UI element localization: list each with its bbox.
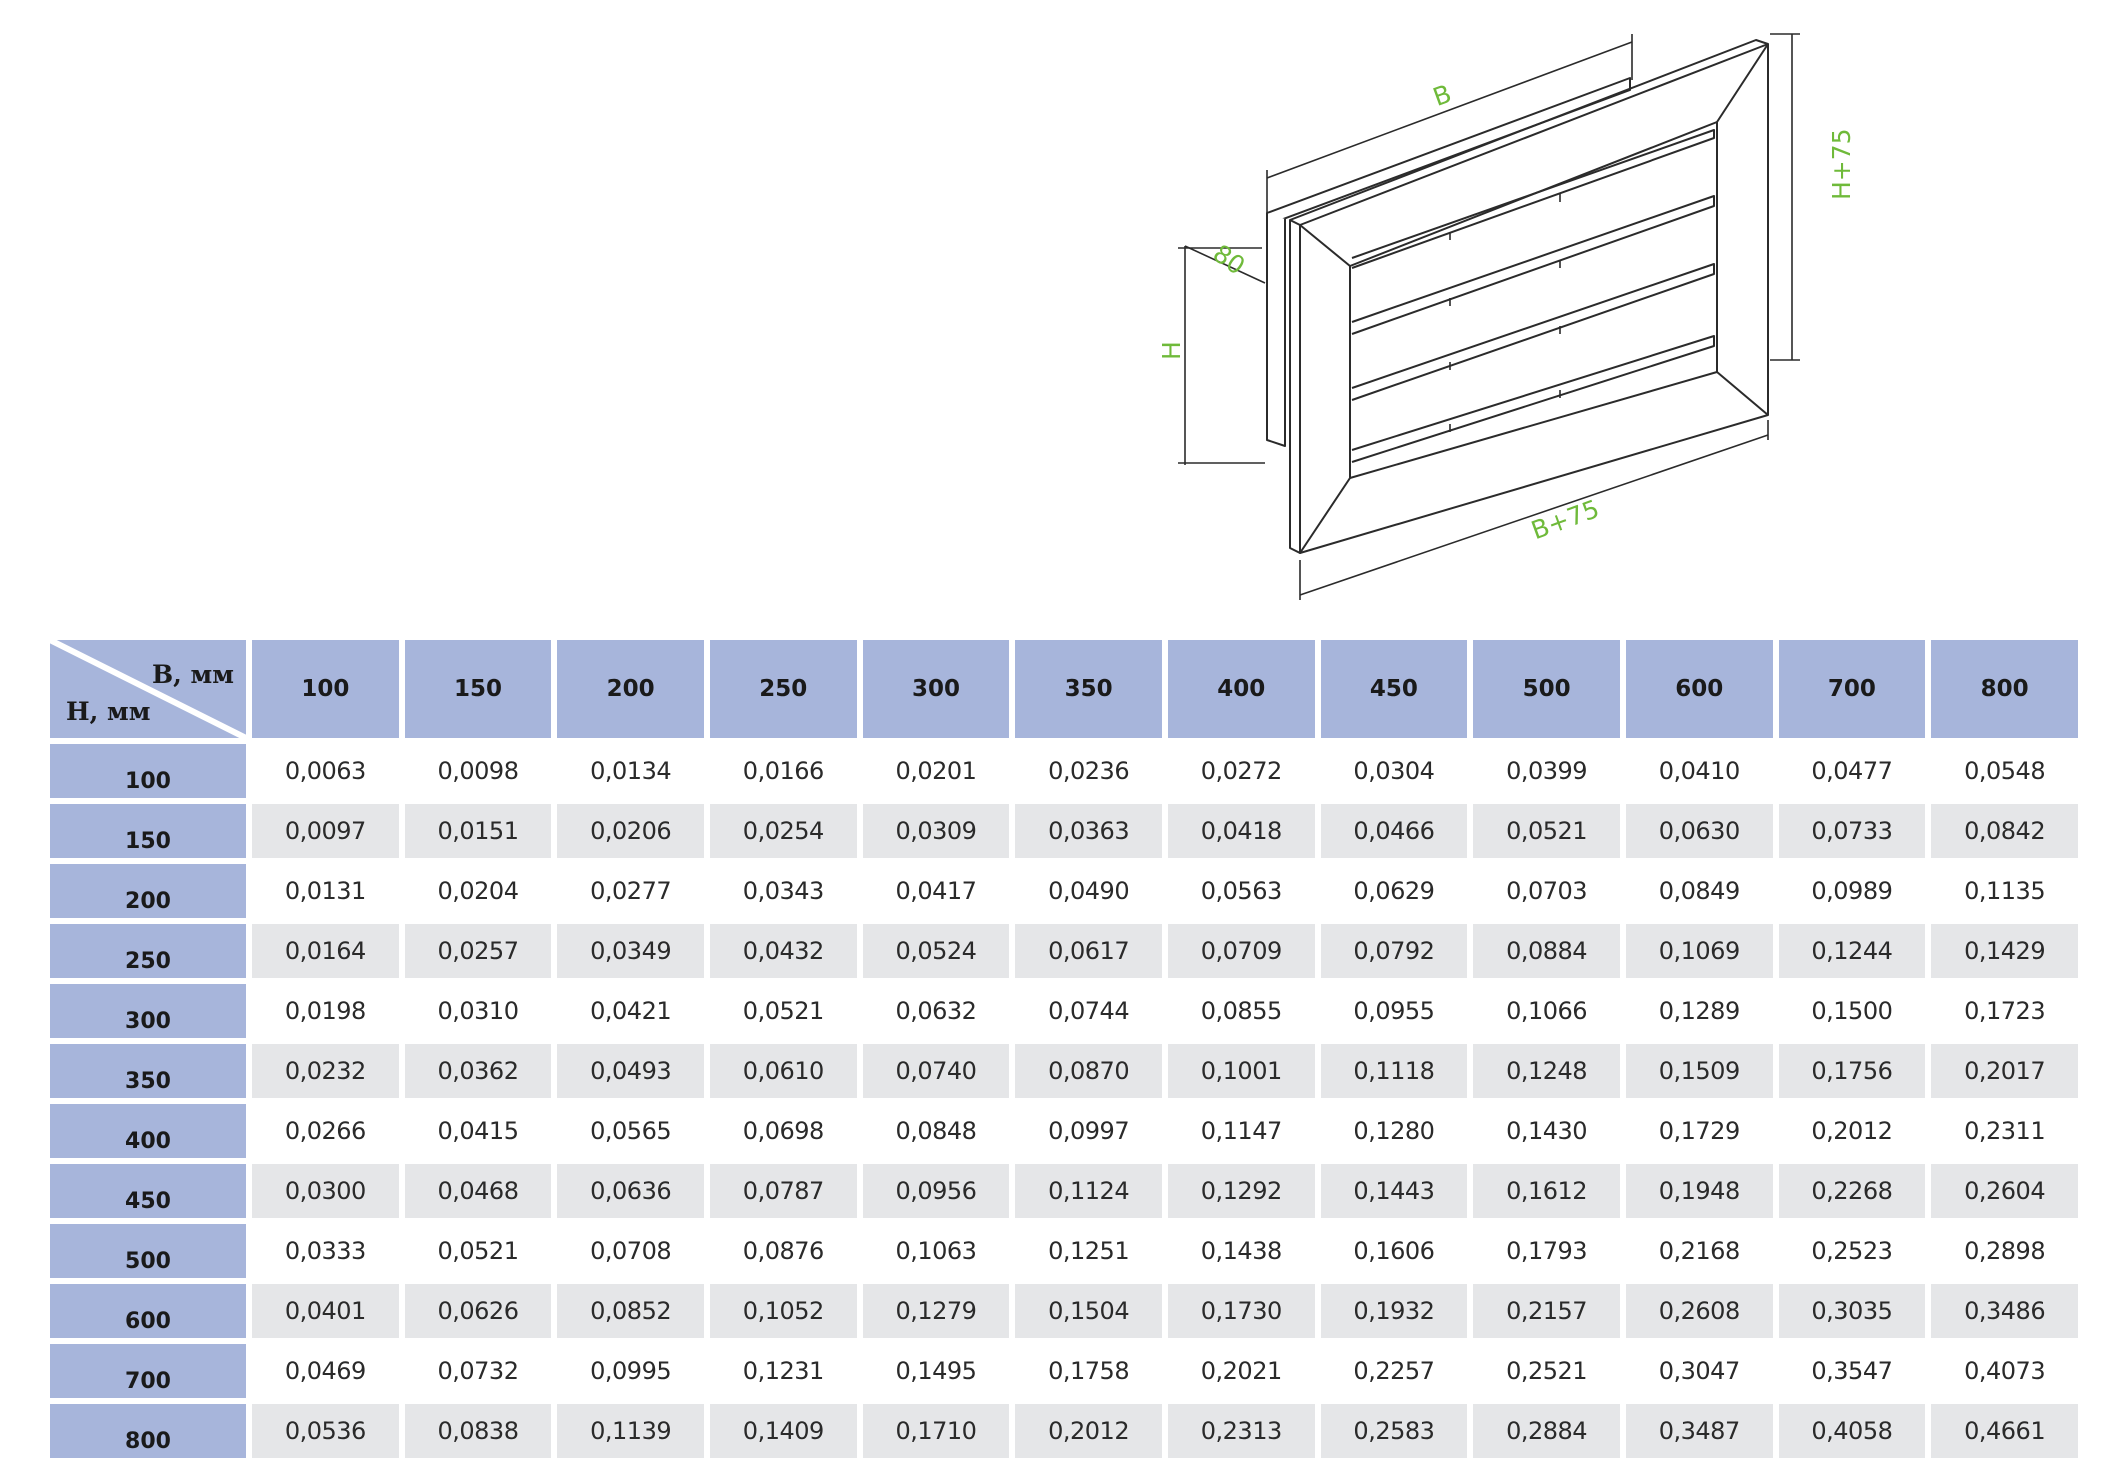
row-header: 500 [50, 1224, 246, 1278]
table-cell: 0,4661 [1931, 1404, 2078, 1458]
table-cell: 0,0956 [863, 1164, 1010, 1218]
table-cell: 0,0401 [252, 1284, 399, 1338]
row-header: 700 [50, 1344, 246, 1398]
column-header: 500 [1473, 640, 1620, 738]
table-cell: 0,0198 [252, 984, 399, 1038]
table-cell: 0,0848 [863, 1104, 1010, 1158]
table-cell: 0,0636 [557, 1164, 704, 1218]
table-cell: 0,2311 [1931, 1104, 2078, 1158]
table-cell: 0,1606 [1321, 1224, 1468, 1278]
table-cell: 0,1504 [1015, 1284, 1162, 1338]
table-cell: 0,2608 [1626, 1284, 1773, 1338]
table-cell: 0,1443 [1321, 1164, 1468, 1218]
table-cell: 0,0493 [557, 1044, 704, 1098]
table-cell: 0,0097 [252, 804, 399, 858]
table-cell: 0,0709 [1168, 924, 1315, 978]
table-cell: 0,0703 [1473, 864, 1620, 918]
table-cell: 0,0955 [1321, 984, 1468, 1038]
table-row [50, 1404, 2078, 1458]
dimension-h-plus-label: H+75 [1827, 128, 1856, 200]
column-header: 600 [1626, 640, 1773, 738]
table-cell: 0,3047 [1626, 1344, 1773, 1398]
table-row [50, 1044, 2078, 1098]
table-cell: 0,3547 [1779, 1344, 1926, 1398]
row-header: 300 [50, 984, 246, 1038]
table-cell: 0,0468 [405, 1164, 552, 1218]
table-cell: 0,1730 [1168, 1284, 1315, 1338]
table-cell: 0,0410 [1626, 744, 1773, 798]
table-cell: 0,2884 [1473, 1404, 1620, 1458]
dimension-b-plus-label: B+75 [1527, 494, 1603, 546]
column-header: 400 [1168, 640, 1315, 738]
table-cell: 0,0151 [405, 804, 552, 858]
table-cell: 0,0626 [405, 1284, 552, 1338]
table-cell: 0,0617 [1015, 924, 1162, 978]
table-row [50, 1344, 2078, 1398]
table-cell: 0,3035 [1779, 1284, 1926, 1338]
table-cell: 0,1248 [1473, 1044, 1620, 1098]
table-cell: 0,0417 [863, 864, 1010, 918]
table-cell: 0,1509 [1626, 1044, 1773, 1098]
table-cell: 0,2313 [1168, 1404, 1315, 1458]
row-header: 200 [50, 864, 246, 918]
table-cell: 0,0708 [557, 1224, 704, 1278]
table-row [50, 864, 2078, 918]
column-header: 800 [1931, 640, 2078, 738]
table-cell: 0,3486 [1931, 1284, 2078, 1338]
table-cell: 0,1409 [710, 1404, 857, 1458]
table-cell: 0,1729 [1626, 1104, 1773, 1158]
table-cell: 0,1932 [1321, 1284, 1468, 1338]
table-cell: 0,1052 [710, 1284, 857, 1338]
column-header: 700 [1779, 640, 1926, 738]
table-cell: 0,0521 [405, 1224, 552, 1278]
table-cell: 0,1495 [863, 1344, 1010, 1398]
table-cell: 0,0630 [1626, 804, 1773, 858]
table-cell: 0,0842 [1931, 804, 2078, 858]
table-cell: 0,0421 [557, 984, 704, 1038]
table-cell: 0,2021 [1168, 1344, 1315, 1398]
row-header: 800 [50, 1404, 246, 1458]
table-cell: 0,1118 [1321, 1044, 1468, 1098]
table-cell: 0,0098 [405, 744, 552, 798]
area-table [44, 634, 2084, 1464]
table-row [50, 1224, 2078, 1278]
table-cell: 0,1135 [1931, 864, 2078, 918]
table-cell: 0,0632 [863, 984, 1010, 1038]
table-cell: 0,1430 [1473, 1104, 1620, 1158]
table-cell: 0,0310 [405, 984, 552, 1038]
table-cell: 0,1438 [1168, 1224, 1315, 1278]
table-cell: 0,0629 [1321, 864, 1468, 918]
table-cell: 0,1001 [1168, 1044, 1315, 1098]
table-row [50, 1284, 2078, 1338]
table-cell: 0,0134 [557, 744, 704, 798]
table-cell: 0,0732 [405, 1344, 552, 1398]
table-row [50, 744, 2078, 798]
row-header: 450 [50, 1164, 246, 1218]
table-cell: 0,1063 [863, 1224, 1010, 1278]
table-cell: 0,1066 [1473, 984, 1620, 1038]
table-cell: 0,0236 [1015, 744, 1162, 798]
table-cell: 0,0989 [1779, 864, 1926, 918]
table-cell: 0,0362 [405, 1044, 552, 1098]
table-cell: 0,0333 [252, 1224, 399, 1278]
table-cell: 0,0166 [710, 744, 857, 798]
table-cell: 0,2012 [1779, 1104, 1926, 1158]
table-row [50, 1164, 2078, 1218]
table-corner [50, 640, 246, 738]
table-cell: 0,0740 [863, 1044, 1010, 1098]
table-cell: 0,0548 [1931, 744, 2078, 798]
table-cell: 0,1292 [1168, 1164, 1315, 1218]
dimension-b-label: B [1429, 78, 1456, 113]
table-cell: 0,0343 [710, 864, 857, 918]
table-cell: 0,0870 [1015, 1044, 1162, 1098]
column-header: 150 [405, 640, 552, 738]
table-cell: 0,0997 [1015, 1104, 1162, 1158]
table-cell: 0,2604 [1931, 1164, 2078, 1218]
table-cell: 0,1289 [1626, 984, 1773, 1038]
table-cell: 0,2257 [1321, 1344, 1468, 1398]
table-cell: 0,0272 [1168, 744, 1315, 798]
column-header: 200 [557, 640, 704, 738]
table-row [50, 1104, 2078, 1158]
table-cell: 0,4073 [1931, 1344, 2078, 1398]
table-cell: 0,0204 [405, 864, 552, 918]
table-cell: 0,1280 [1321, 1104, 1468, 1158]
row-header: 100 [50, 744, 246, 798]
table-cell: 0,0698 [710, 1104, 857, 1158]
table-cell: 0,2168 [1626, 1224, 1773, 1278]
column-header: 450 [1321, 640, 1468, 738]
table-cell: 0,0884 [1473, 924, 1620, 978]
table-cell: 0,0744 [1015, 984, 1162, 1038]
row-header: 400 [50, 1104, 246, 1158]
table-cell: 0,0838 [405, 1404, 552, 1458]
table-cell: 0,0610 [710, 1044, 857, 1098]
table-cell: 0,0466 [1321, 804, 1468, 858]
table-cell: 0,1124 [1015, 1164, 1162, 1218]
table-cell: 0,2012 [1015, 1404, 1162, 1458]
table-cell: 0,0524 [863, 924, 1010, 978]
table-cell: 0,0432 [710, 924, 857, 978]
table-cell: 0,0477 [1779, 744, 1926, 798]
table-cell: 0,2583 [1321, 1404, 1468, 1458]
row-header: 150 [50, 804, 246, 858]
table-cell: 0,2017 [1931, 1044, 2078, 1098]
table-cell: 0,1069 [1626, 924, 1773, 978]
table-cell: 0,1710 [863, 1404, 1010, 1458]
header-row [50, 640, 2078, 738]
table-cell: 0,1948 [1626, 1164, 1773, 1218]
table-cell: 0,0232 [252, 1044, 399, 1098]
table-cell: 0,1793 [1473, 1224, 1620, 1278]
table-cell: 0,0131 [252, 864, 399, 918]
table-cell: 0,0201 [863, 744, 1010, 798]
table-cell: 0,0733 [1779, 804, 1926, 858]
corner-h-label: H, мм [66, 697, 151, 726]
table-cell: 0,1279 [863, 1284, 1010, 1338]
dimension-h-label: H [1157, 341, 1186, 360]
column-header: 350 [1015, 640, 1162, 738]
grille-drawing [0, 0, 2118, 620]
table-cell: 0,0063 [252, 744, 399, 798]
table-cell: 0,1612 [1473, 1164, 1620, 1218]
table-cell: 0,0266 [252, 1104, 399, 1158]
table-cell: 0,0300 [252, 1164, 399, 1218]
table-cell: 0,0855 [1168, 984, 1315, 1038]
table-cell: 0,0521 [710, 984, 857, 1038]
table-cell: 0,1244 [1779, 924, 1926, 978]
table-cell: 0,1147 [1168, 1104, 1315, 1158]
table-row [50, 804, 2078, 858]
table-cell: 0,0257 [405, 924, 552, 978]
table-cell: 0,2268 [1779, 1164, 1926, 1218]
table-cell: 0,1251 [1015, 1224, 1162, 1278]
table-cell: 0,0521 [1473, 804, 1620, 858]
corner-b-label: B, мм [152, 660, 234, 689]
row-header: 250 [50, 924, 246, 978]
column-header: 300 [863, 640, 1010, 738]
table-cell: 0,0536 [252, 1404, 399, 1458]
table-cell: 0,2898 [1931, 1224, 2078, 1278]
table-cell: 0,0792 [1321, 924, 1468, 978]
table-cell: 0,0304 [1321, 744, 1468, 798]
row-header: 600 [50, 1284, 246, 1338]
table-cell: 0,1139 [557, 1404, 704, 1458]
table-cell: 0,3487 [1626, 1404, 1773, 1458]
table-cell: 0,4058 [1779, 1404, 1926, 1458]
table-cell: 0,0254 [710, 804, 857, 858]
column-header: 250 [710, 640, 857, 738]
table-cell: 0,0363 [1015, 804, 1162, 858]
table-cell: 0,0418 [1168, 804, 1315, 858]
table-cell: 0,0277 [557, 864, 704, 918]
table-cell: 0,0309 [863, 804, 1010, 858]
table-cell: 0,0876 [710, 1224, 857, 1278]
table-cell: 0,0849 [1626, 864, 1773, 918]
table-row [50, 984, 2078, 1038]
table-cell: 0,1758 [1015, 1344, 1162, 1398]
table-cell: 0,0206 [557, 804, 704, 858]
table-cell: 0,2521 [1473, 1344, 1620, 1398]
table-cell: 0,0563 [1168, 864, 1315, 918]
table-cell: 0,1429 [1931, 924, 2078, 978]
table-cell: 0,0995 [557, 1344, 704, 1398]
table-cell: 0,0787 [710, 1164, 857, 1218]
table-cell: 0,1231 [710, 1344, 857, 1398]
table-cell: 0,2523 [1779, 1224, 1926, 1278]
table-cell: 0,0469 [252, 1344, 399, 1398]
table-cell: 0,1500 [1779, 984, 1926, 1038]
table-cell: 0,0415 [405, 1104, 552, 1158]
table-cell: 0,1723 [1931, 984, 2078, 1038]
table-cell: 0,0490 [1015, 864, 1162, 918]
table-cell: 0,0565 [557, 1104, 704, 1158]
table-cell: 0,0349 [557, 924, 704, 978]
table-cell: 0,0852 [557, 1284, 704, 1338]
table-cell: 0,1756 [1779, 1044, 1926, 1098]
table-cell: 0,0399 [1473, 744, 1620, 798]
dimension-depth-label: 80 [1207, 238, 1251, 281]
table-cell: 0,2157 [1473, 1284, 1620, 1338]
row-header: 350 [50, 1044, 246, 1098]
table-cell: 0,0164 [252, 924, 399, 978]
column-header: 100 [252, 640, 399, 738]
table-row [50, 924, 2078, 978]
